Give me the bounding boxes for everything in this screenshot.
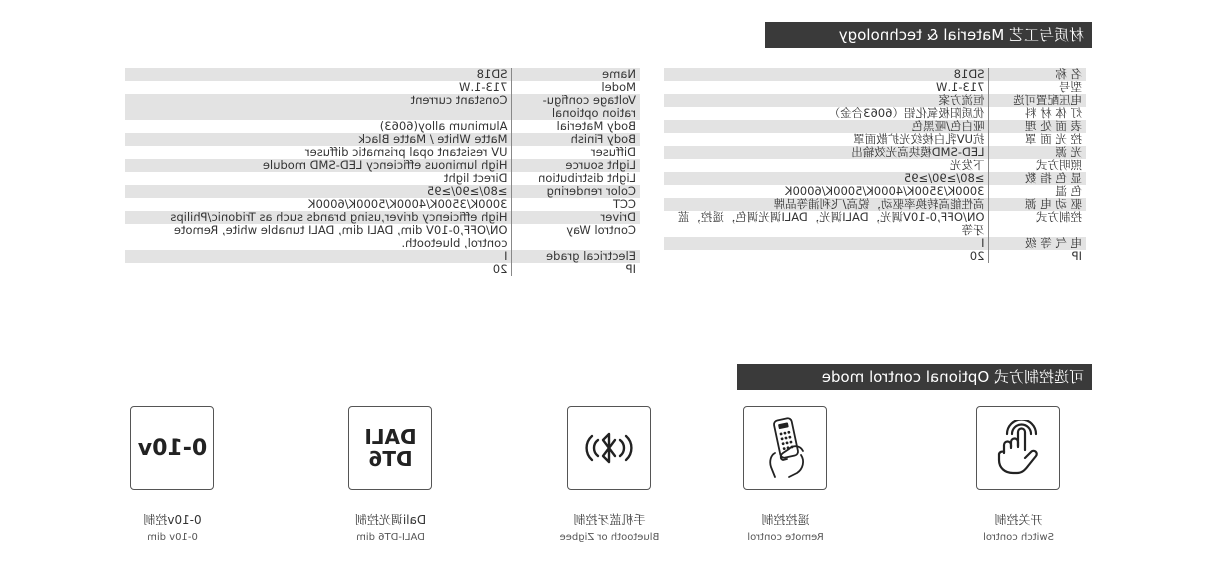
spec-value: I	[125, 250, 512, 263]
spec-key: 光 源	[989, 146, 1086, 159]
control-mode-cn: 0-10v控制	[143, 513, 202, 527]
spec-key: Driver	[512, 211, 640, 224]
control-mode-en: Bluetooth or Zigbee	[559, 532, 660, 543]
spec-key: 电压配置可选	[989, 94, 1086, 107]
dt6-label: DT6	[368, 447, 413, 471]
table-row	[664, 211, 1086, 237]
touch-hand-icon	[977, 406, 1061, 490]
spec-value: SD18	[125, 68, 512, 81]
control-mode-bluetooth	[503, 406, 716, 543]
spec-value: 3000K/3500K/4000K/5000K/6000K	[307, 197, 508, 211]
control-mode-cn: 遥控控制	[761, 513, 810, 527]
spec-key: 照明方式	[989, 159, 1086, 172]
spec-key: 灯 体 材 料	[989, 107, 1086, 120]
table-row	[664, 250, 1086, 263]
spec-key: 型号	[989, 81, 1086, 94]
dali-label: DALI	[364, 425, 417, 449]
spec-value: I	[664, 237, 989, 250]
spec-key: Body Finish	[512, 133, 640, 146]
spec-value: LED-SMD模块高光效输出	[664, 146, 989, 159]
spec-value: 20	[492, 262, 508, 276]
table-row	[664, 146, 1086, 159]
spec-key: Electrical grade	[512, 250, 640, 263]
table-row	[664, 159, 1086, 172]
spec-value: Constant current	[125, 94, 512, 120]
spec-value: Direct light	[443, 171, 508, 185]
spec-value: ON/OFF,0-10V调光，DALI调光，DALI调光调色，遥控，蓝牙等	[677, 210, 985, 237]
spec-key: Name	[512, 68, 640, 81]
spec-key: Diffuser	[512, 146, 640, 159]
spec-key: Model	[512, 81, 640, 94]
table-row	[125, 68, 640, 81]
spec-key: 显 色 指 数	[989, 172, 1086, 185]
spec-key: 控 光 面 罩	[989, 133, 1086, 146]
spec-key: Voltage configu-ration optional	[512, 94, 640, 120]
table-row	[125, 94, 640, 120]
table-row	[664, 68, 1086, 81]
dali-icon	[349, 406, 433, 490]
spec-key: 表 面 处 理	[989, 120, 1086, 133]
spec-value: 恒流方案	[664, 94, 989, 107]
spec-value: UV resistant opal prismatic diffuser	[304, 145, 508, 159]
spec-key: 驱 动 电 源	[989, 198, 1086, 211]
spec-value: ≥80/≥90/≥95	[664, 172, 989, 185]
spec-value: 优质阳极氧化铝（6063合金）	[828, 106, 985, 120]
spec-table-en	[125, 68, 640, 276]
spec-key: 电 气 等 级	[989, 237, 1086, 250]
spec-key: CCT	[512, 198, 640, 211]
spec-value: 3000K/3500K/4000K/5000K/6000K	[784, 184, 985, 198]
spec-value: 713-1.W	[936, 80, 985, 94]
spec-key: Light source	[512, 159, 640, 172]
spec-table-cn	[664, 68, 1086, 263]
control-mode-0-10v	[66, 406, 279, 543]
spec-key: IP	[512, 263, 640, 276]
spec-key: Color rendering	[512, 185, 640, 198]
spec-key: 色 温	[989, 185, 1086, 198]
table-row	[664, 237, 1086, 250]
spec-key: 名 称	[989, 68, 1086, 81]
spec-value: 哑白色/哑黑色	[664, 120, 989, 133]
spec-key: Control Way	[512, 224, 640, 250]
section-title-material: 材质与工艺 Material & technology	[765, 22, 1092, 48]
spec-value: ON/OFF,0-10V dim, DALI dim, DALI tunable white, Remote control, bluetooth.	[173, 223, 508, 250]
control-mode-dali	[284, 406, 497, 543]
spec-value: High luminous efficiency LED-SMD module	[125, 159, 512, 172]
spec-key: Light distribution	[512, 172, 640, 185]
0-10v-icon	[131, 406, 215, 490]
spec-value: ≥80/≥90/≥95	[125, 185, 512, 198]
spec-value: High efficiency driver,using brands such as Tridonic/Philips	[125, 211, 512, 224]
spec-key: 控制方式	[989, 211, 1086, 237]
spec-key: Body Material	[512, 120, 640, 133]
bluetooth-icon	[568, 406, 652, 490]
table-row	[125, 263, 640, 276]
control-mode-cn: 手机蓝牙控制	[573, 513, 646, 527]
control-mode-en: 0-10v dim	[147, 532, 198, 543]
control-mode-en: DALI-DT6 dim	[356, 532, 425, 543]
control-mode-cn: 开关控制	[994, 513, 1043, 527]
spec-value: 下发光	[950, 158, 985, 172]
0-10v-label: 0-10v	[137, 435, 208, 461]
spec-value: 高性能高转换率驱动，锐高/飞利浦等品牌	[664, 198, 989, 211]
control-mode-cn: Dali调光控制	[354, 513, 427, 527]
table-row	[664, 107, 1086, 120]
spec-key: IP	[989, 250, 1086, 263]
control-mode-en: Switch control	[983, 532, 1054, 543]
control-mode-switch	[912, 406, 1125, 543]
table-row	[125, 250, 640, 263]
spec-value: 20	[969, 249, 985, 263]
spec-value: Aluminum alloy(6063)	[379, 119, 508, 133]
spec-value: 抗UV乳白棱纹光扩散面罩	[853, 132, 985, 146]
control-mode-en: Remote control	[747, 532, 824, 543]
spec-value: 713-1.W	[459, 80, 508, 94]
spec-value: Matte White / Matte Black	[125, 133, 512, 146]
remote-control-icon	[744, 406, 828, 490]
spec-value: SD18	[664, 68, 989, 81]
section-title-control: 可选控制方式 Optional control mode	[737, 364, 1092, 390]
table-row	[125, 224, 640, 250]
